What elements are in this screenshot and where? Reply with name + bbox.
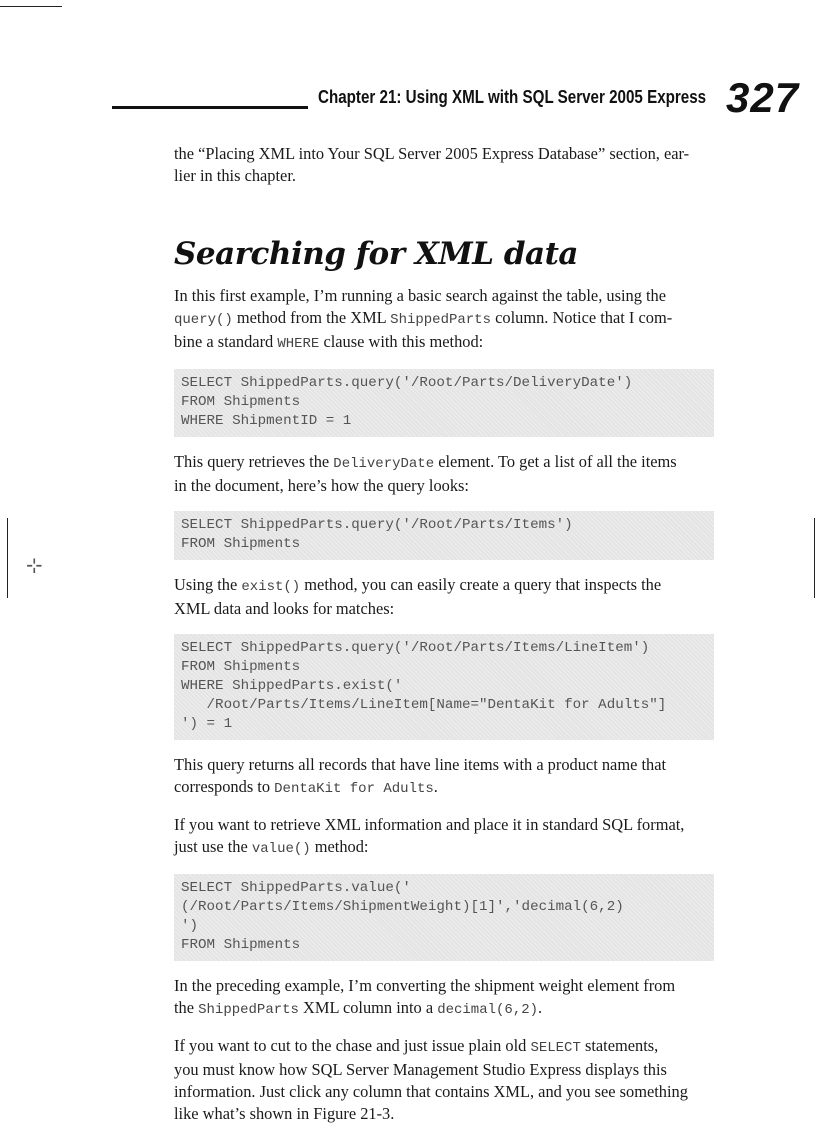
code-line: FROM Shipments: [181, 937, 301, 953]
text: in the document, here’s how the query looks:: [174, 476, 469, 495]
inline-code: exist(): [241, 579, 301, 595]
code-line: SELECT ShippedParts.value(': [181, 880, 411, 896]
crop-mark-top-left: [0, 6, 62, 7]
code-line: SELECT ShippedParts.query('/Root/Parts/DeliveryDate'): [181, 375, 633, 391]
code-line: WHERE ShipmentID = 1: [181, 413, 352, 429]
inline-code: DentaKit for Adults: [274, 781, 434, 797]
paragraph-select-statements: [174, 1035, 714, 1125]
code-line: FROM Shipments: [181, 659, 301, 675]
text: XML column into a: [298, 998, 438, 1017]
text: corresponds to: [174, 777, 275, 796]
text: .: [433, 777, 438, 796]
text: bine a standard: [174, 332, 278, 351]
text: XML data and looks for matches:: [174, 599, 395, 618]
paragraph-query-method: [174, 285, 714, 355]
paragraph-exist-method: [174, 574, 714, 620]
page-number: 327: [726, 74, 800, 121]
text: If you want to cut to the chase and just issue plain old: [174, 1036, 531, 1055]
inline-code: WHERE: [277, 336, 320, 352]
text: you must know how SQL Server Management Studio Express displays this: [174, 1060, 667, 1079]
text: method from the XML: [232, 308, 391, 327]
code-block-items: [174, 511, 714, 560]
inline-code: query(): [174, 312, 233, 328]
crop-mark-right: [814, 518, 815, 598]
code-line: SELECT ShippedParts.query('/Root/Parts/Items'): [181, 517, 573, 533]
text: Using the: [174, 575, 242, 594]
registration-mark-icon: ⊹: [26, 553, 43, 577]
code-line: SELECT ShippedParts.query('/Root/Parts/Items/LineItem'): [181, 640, 650, 656]
running-head: Chapter 21: Using XML with SQL Server 2005 Express: [318, 86, 707, 107]
text: information. Just click any column that contains XML, and you see something: [174, 1082, 688, 1101]
text: just use the: [174, 837, 252, 856]
text: .: [538, 998, 543, 1017]
inline-code: ShippedParts: [390, 312, 491, 328]
code-line: /Root/Parts/Items/LineItem[Name="DentaKit for Adults"]: [181, 697, 667, 713]
intro-line-1: the “Placing XML into Your SQL Server 2005 Express Database” section, ear-: [174, 144, 690, 163]
inline-code: value(): [251, 841, 311, 857]
code-block-query: [174, 369, 714, 437]
text: In the preceding example, I’m converting the shipment weight element from: [174, 976, 676, 995]
text: method:: [310, 837, 369, 856]
crop-mark-left: [7, 518, 8, 598]
code-block-value: [174, 874, 714, 961]
paragraph-delivery-date: [174, 451, 714, 497]
paragraph-returns-records: [174, 754, 714, 800]
inline-code: decimal(6,2): [437, 1002, 539, 1018]
text: clause with this method:: [319, 332, 484, 351]
intro-line-2: lier in this chapter.: [174, 166, 296, 185]
text: the: [174, 998, 199, 1017]
code-line: '): [181, 918, 199, 934]
text: like what’s shown in Figure 21-3.: [174, 1104, 395, 1123]
intro-paragraph: [174, 143, 714, 187]
header-rule: [112, 106, 308, 109]
text: statements,: [580, 1036, 659, 1055]
inline-code: SELECT: [530, 1040, 581, 1056]
page-body: [174, 143, 714, 1125]
text: This query retrieves the: [174, 452, 334, 471]
code-line: FROM Shipments: [181, 394, 301, 410]
inline-code: ShippedParts: [198, 1002, 299, 1018]
code-block-exist: [174, 634, 714, 740]
code-line: (/Root/Parts/Items/ShipmentWeight)[1]','decimal(6,2): [181, 899, 624, 915]
text: method, you can easily create a query that inspects the: [300, 575, 662, 594]
code-line: ') = 1: [181, 716, 233, 732]
text: column. Notice that I com-: [491, 308, 673, 327]
section-heading: Searching for XML data: [174, 236, 578, 272]
code-line: FROM Shipments: [181, 536, 301, 552]
text: If you want to retrieve XML information and place it in standard SQL format,: [174, 815, 685, 834]
text: This query returns all records that have line items with a product name that: [174, 755, 667, 774]
text: element. To get a list of all the items: [434, 452, 677, 471]
paragraph-value-method: [174, 814, 714, 860]
paragraph-converting: [174, 975, 714, 1021]
text: In this first example, I’m running a basic search against the table, using the: [174, 286, 667, 305]
inline-code: DeliveryDate: [333, 456, 435, 472]
code-line: WHERE ShippedParts.exist(': [181, 678, 403, 694]
